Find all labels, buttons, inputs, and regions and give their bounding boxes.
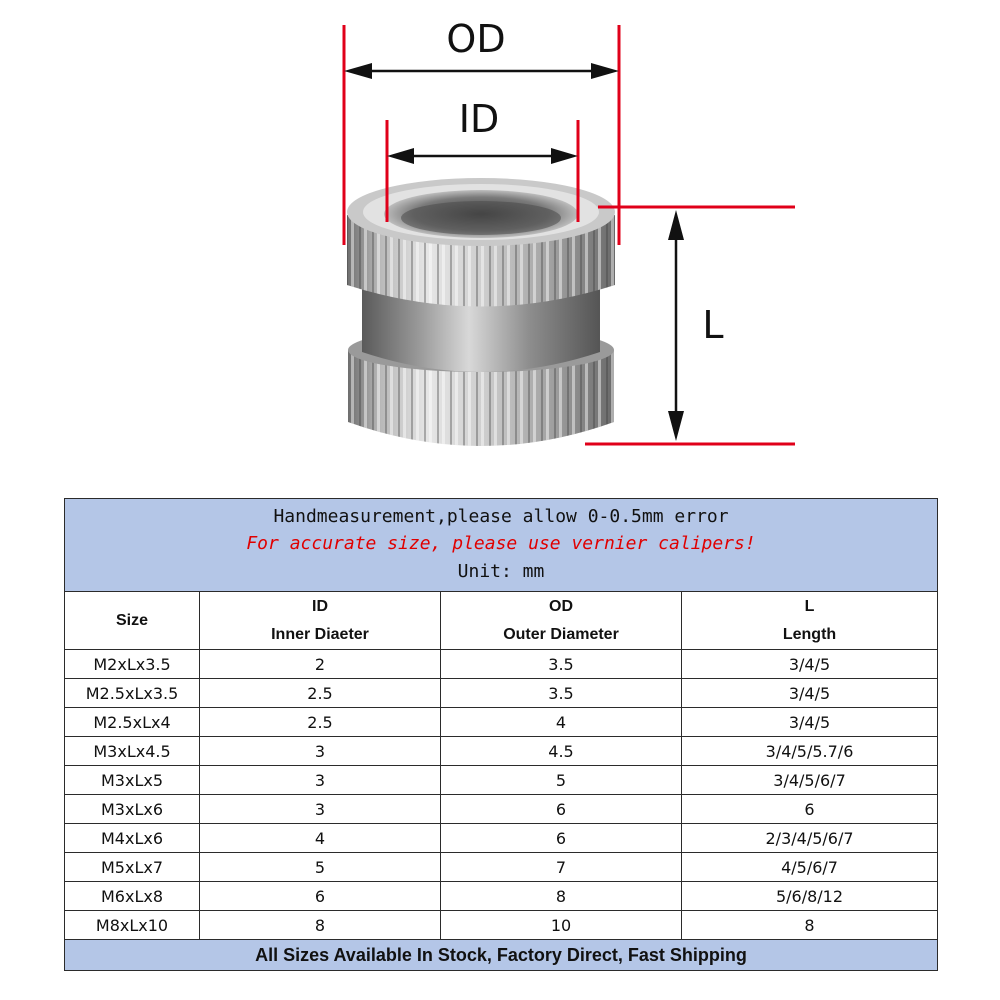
header-length-long: Length (782, 625, 837, 643)
insert-dimension-diagram (0, 0, 1000, 490)
cell-id: 3 (200, 737, 441, 766)
unit-note: Unit: mm (457, 561, 545, 582)
size-specification-table (64, 498, 938, 971)
cell-id: 2.5 (200, 708, 441, 737)
cell-size: M4xLx6 (65, 824, 200, 853)
cell-length: 2/3/4/5/6/7 (682, 824, 938, 853)
header-id-short: ID (312, 597, 328, 615)
cell-size: M3xLx5 (65, 766, 200, 795)
cell-length: 3/4/5 (682, 708, 938, 737)
cell-od: 4.5 (441, 737, 682, 766)
cell-od: 3.5 (441, 650, 682, 679)
table-row (65, 679, 938, 708)
table-row (65, 737, 938, 766)
table-row (65, 824, 938, 853)
header-id (200, 592, 441, 650)
cell-length: 5/6/8/12 (682, 882, 938, 911)
cell-od: 6 (441, 824, 682, 853)
length-dimension (585, 207, 795, 444)
cell-size: M2.5xLx4 (65, 708, 200, 737)
cell-od: 10 (441, 911, 682, 940)
cell-od: 5 (441, 766, 682, 795)
cell-id: 3 (200, 795, 441, 824)
hand-measurement-note: Handmeasurement,please allow 0-0.5mm error (273, 506, 729, 527)
header-id-long: Inner Diaeter (271, 625, 369, 643)
cell-size: M8xLx10 (65, 911, 200, 940)
cell-size: M2xLx3.5 (65, 650, 200, 679)
cell-length: 3/4/5 (682, 679, 938, 708)
header-size-label: Size (115, 611, 148, 629)
table-row (65, 853, 938, 882)
header-size (65, 592, 200, 650)
cell-id: 5 (200, 853, 441, 882)
cell-length: 8 (682, 911, 938, 940)
table-row (65, 911, 938, 940)
header-od-long: Outer Diameter (503, 625, 619, 643)
header-od-short: OD (549, 597, 573, 615)
cell-od: 6 (441, 795, 682, 824)
cell-size: M3xLx6 (65, 795, 200, 824)
cell-length: 3/4/5/5.7/6 (682, 737, 938, 766)
cell-id: 6 (200, 882, 441, 911)
cell-id: 2.5 (200, 679, 441, 708)
cell-id: 4 (200, 824, 441, 853)
cell-size: M3xLx4.5 (65, 737, 200, 766)
length-label: L (702, 303, 724, 347)
cell-od: 4 (441, 708, 682, 737)
calipers-warning: For accurate size, please use vernier calipers! (246, 533, 756, 554)
cell-id: 3 (200, 766, 441, 795)
header-od (441, 592, 682, 650)
table-row (65, 766, 938, 795)
cell-od: 7 (441, 853, 682, 882)
cell-length: 4/5/6/7 (682, 853, 938, 882)
table-row (65, 882, 938, 911)
od-label: OD (446, 17, 506, 61)
cell-length: 3/4/5 (682, 650, 938, 679)
cell-length: 3/4/5/6/7 (682, 766, 938, 795)
table-row (65, 650, 938, 679)
stock-footer: All Sizes Available In Stock, Factory Direct, Fast Shipping (65, 940, 938, 971)
diagram-canvas (0, 0, 1000, 490)
cell-id: 2 (200, 650, 441, 679)
header-length-short: L (804, 597, 815, 615)
cell-size: M6xLx8 (65, 882, 200, 911)
table-header-row (65, 592, 938, 650)
cell-length: 6 (682, 795, 938, 824)
header-length (682, 592, 938, 650)
cell-od: 3.5 (441, 679, 682, 708)
table-row (65, 708, 938, 737)
cell-size: M5xLx7 (65, 853, 200, 882)
id-label: ID (458, 97, 500, 141)
cell-id: 8 (200, 911, 441, 940)
cell-od: 8 (441, 882, 682, 911)
measurement-notice-banner (65, 499, 938, 592)
table-row (65, 795, 938, 824)
cell-size: M2.5xLx3.5 (65, 679, 200, 708)
